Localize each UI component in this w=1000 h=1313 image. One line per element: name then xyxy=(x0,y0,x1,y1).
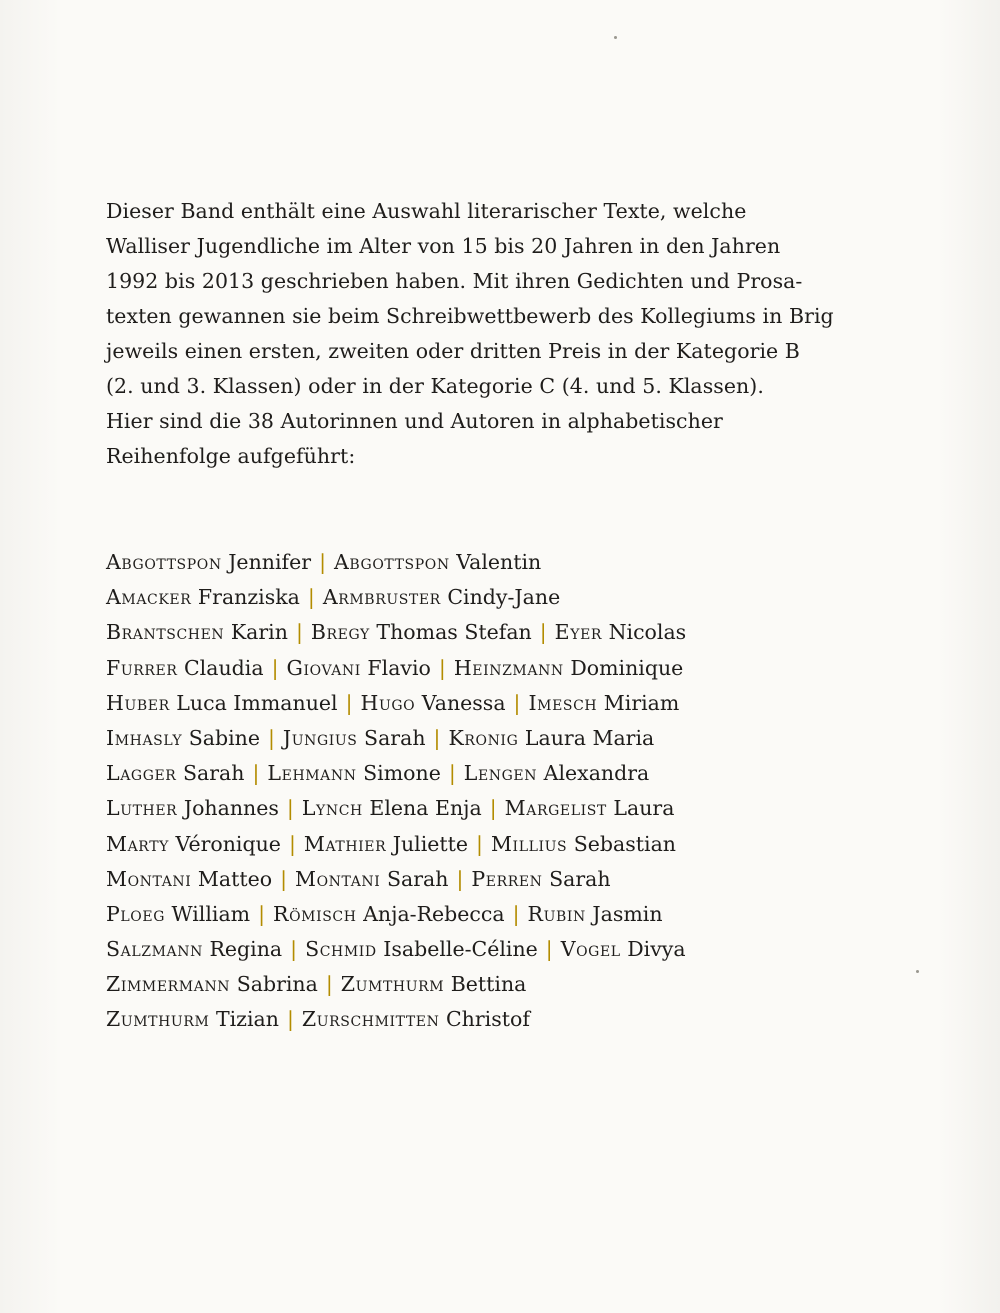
author-row xyxy=(106,932,906,967)
author-surname: Luther xyxy=(106,796,178,821)
author-given-name: Cindy-Jane xyxy=(447,585,561,610)
author-given-name: Laura xyxy=(613,796,675,821)
name-separator: | xyxy=(456,866,464,891)
author-surname: Zimmermann xyxy=(106,972,231,997)
author-surname: Amacker xyxy=(106,585,192,610)
author-surname: Rubin xyxy=(527,901,586,926)
author-entry xyxy=(471,867,610,891)
author-given-name: Simone xyxy=(363,761,441,786)
name-separator: | xyxy=(448,761,456,786)
author-given-name: Sebastian xyxy=(573,831,676,856)
intro-line: Walliser Jugendliche im Alter von 15 bis 20 Jahren in den Jahren xyxy=(106,234,781,258)
name-separator: | xyxy=(290,937,298,962)
name-separator: | xyxy=(286,1007,294,1032)
name-separator: | xyxy=(252,761,260,786)
author-given-name: Nicolas xyxy=(608,620,687,645)
author-row xyxy=(106,967,906,1002)
author-surname: Römisch xyxy=(273,901,357,926)
author-given-name: Vanessa xyxy=(421,690,506,715)
author-entry xyxy=(304,832,468,856)
author-given-name: Véronique xyxy=(175,831,281,856)
author-entry xyxy=(464,761,650,785)
author-entry xyxy=(323,585,560,609)
intro-line: jeweils einen ersten, zweiten oder dritten Preis in der Kategorie B xyxy=(106,339,800,363)
author-surname: Vogel xyxy=(560,937,621,962)
author-given-name: Sarah xyxy=(364,725,426,750)
author-row xyxy=(106,651,906,686)
author-entry xyxy=(106,1007,279,1031)
name-separator: | xyxy=(319,550,326,574)
intro-line: (2. und 3. Klassen) oder in der Kategorie C (4. und 5. Klassen). xyxy=(106,374,764,398)
author-row xyxy=(106,862,906,897)
author-entry xyxy=(454,656,683,680)
name-separator: | xyxy=(438,655,446,680)
author-surname: Schmid xyxy=(305,937,377,962)
author-row xyxy=(106,721,906,756)
author-entry xyxy=(287,656,431,680)
name-separator: | xyxy=(307,585,315,610)
intro-line: texten gewannen sie beim Schreibwettbewerb des Kollegiums in Brig xyxy=(106,304,834,328)
author-surname: Mathier xyxy=(303,831,387,856)
author-surname: Lehmann xyxy=(267,761,357,786)
author-entry xyxy=(106,656,264,680)
name-separator: | xyxy=(489,796,497,821)
author-entry xyxy=(302,796,482,820)
author-entry xyxy=(528,902,663,926)
author-given-name: Franziska xyxy=(197,585,300,610)
author-entry xyxy=(302,1007,530,1031)
author-entry xyxy=(106,761,244,785)
author-surname: Heinzmann xyxy=(453,655,564,680)
author-given-name: Claudia xyxy=(184,655,264,680)
author-entry xyxy=(267,761,440,785)
author-entry xyxy=(555,620,687,644)
author-surname: Perren xyxy=(471,866,543,891)
intro-line: Hier sind die 38 Autorinnen und Autoren in alphabetischer xyxy=(106,409,723,433)
author-entry xyxy=(106,620,288,644)
name-separator: | xyxy=(513,690,521,715)
author-row xyxy=(106,686,906,721)
author-given-name: Miriam xyxy=(603,690,680,715)
name-separator: | xyxy=(539,620,547,645)
author-given-name: Flavio xyxy=(367,655,431,680)
author-entry xyxy=(505,796,675,820)
author-entry xyxy=(106,585,300,609)
author-given-name: Jasmin xyxy=(592,901,663,926)
author-entry xyxy=(334,550,541,574)
author-entry xyxy=(106,691,338,715)
author-given-name: Matteo xyxy=(197,866,273,891)
name-separator: | xyxy=(345,690,353,715)
author-surname: Eyer xyxy=(554,620,603,645)
author-given-name: Sabine xyxy=(188,725,260,750)
name-separator: | xyxy=(295,620,303,645)
author-surname: Zurschmitten xyxy=(301,1007,440,1032)
author-entry xyxy=(561,937,686,961)
author-given-name: Laura Maria xyxy=(524,725,655,750)
author-entry xyxy=(106,902,250,926)
author-entry xyxy=(491,832,676,856)
author-row xyxy=(106,897,906,932)
author-entry xyxy=(273,902,505,926)
author-surname: Margelist xyxy=(504,796,607,821)
author-given-name: Anja-Rebecca xyxy=(363,901,505,926)
author-entry xyxy=(311,620,532,644)
author-given-name: Johannes xyxy=(183,796,279,821)
author-surname: Salzmann xyxy=(106,937,203,962)
author-given-name: Jennifer xyxy=(228,550,312,574)
author-surname: Ploeg xyxy=(106,901,165,926)
author-given-name: Tizian xyxy=(215,1007,279,1032)
name-separator: | xyxy=(545,937,553,962)
author-surname: Giovani xyxy=(286,655,361,680)
author-given-name: Juliette xyxy=(392,831,469,856)
author-surname: Imhasly xyxy=(106,725,183,750)
name-separator: | xyxy=(433,725,441,750)
author-entry xyxy=(341,972,527,996)
paper-speck xyxy=(614,36,617,39)
intro-line: 1992 bis 2013 geschrieben haben. Mit ihren Gedichten und Prosa- xyxy=(106,269,803,293)
author-given-name: Thomas Stefan xyxy=(376,620,532,645)
author-surname: Kronig xyxy=(448,725,519,750)
author-row xyxy=(106,545,906,580)
name-separator: | xyxy=(512,901,520,926)
paper-speck xyxy=(916,970,919,973)
intro-paragraph xyxy=(106,194,896,474)
author-given-name: Sarah xyxy=(549,866,611,891)
author-row xyxy=(106,1002,906,1037)
author-surname: Zumthurm xyxy=(106,1007,210,1032)
author-row xyxy=(106,580,906,615)
author-given-name: Luca Immanuel xyxy=(176,690,338,715)
author-surname: Bregy xyxy=(310,620,370,645)
author-surname: Jungius xyxy=(282,725,358,750)
author-entry xyxy=(283,726,426,750)
author-given-name: Elena Enja xyxy=(369,796,482,821)
name-separator: | xyxy=(325,972,333,997)
author-surname: Lynch xyxy=(301,796,363,821)
name-separator: | xyxy=(288,831,296,856)
author-entry xyxy=(106,867,272,891)
author-given-name: Karin xyxy=(230,620,288,645)
author-given-name: Dominique xyxy=(570,655,684,680)
author-surname: Imesch xyxy=(528,690,598,715)
author-row xyxy=(106,756,906,791)
author-surname: Montani xyxy=(295,866,381,891)
author-entry xyxy=(106,937,282,961)
author-surname: Abgottspon xyxy=(106,550,222,574)
author-entry xyxy=(305,937,538,961)
author-given-name: Sarah xyxy=(182,761,245,786)
author-surname: Abgottspon xyxy=(333,550,450,574)
author-surname: Brantschen xyxy=(106,620,225,645)
author-entry xyxy=(106,550,311,574)
author-row xyxy=(106,791,906,826)
author-surname: Lagger xyxy=(106,761,177,786)
name-separator: | xyxy=(268,725,275,750)
intro-line: Dieser Band enthält eine Auswahl literarischer Texte, welche xyxy=(106,199,747,223)
author-entry xyxy=(106,726,260,750)
author-given-name: Sabrina xyxy=(236,972,318,997)
author-entry xyxy=(528,691,679,715)
author-list xyxy=(106,545,906,1038)
author-given-name: Alexandra xyxy=(543,761,650,786)
author-given-name: Sarah xyxy=(386,866,449,891)
author-given-name: Divya xyxy=(627,937,686,962)
name-separator: | xyxy=(286,796,294,821)
author-surname: Marty xyxy=(106,831,169,856)
name-separator: | xyxy=(271,655,279,680)
author-surname: Millius xyxy=(490,831,568,856)
author-surname: Armbruster xyxy=(322,585,441,610)
author-surname: Zumthurm xyxy=(340,972,445,997)
author-entry xyxy=(295,867,448,891)
name-separator: | xyxy=(476,831,483,856)
author-entry xyxy=(106,832,281,856)
author-surname: Hugo xyxy=(360,690,416,715)
author-given-name: Regina xyxy=(209,937,283,962)
author-surname: Montani xyxy=(106,866,192,891)
author-given-name: Isabelle-Céline xyxy=(383,937,538,962)
author-row xyxy=(106,615,906,650)
author-given-name: Bettina xyxy=(450,972,527,997)
author-given-name: Christof xyxy=(445,1007,530,1032)
author-given-name: William xyxy=(171,901,251,926)
author-entry xyxy=(361,691,506,715)
intro-line: Reihenfolge aufgeführt: xyxy=(106,444,356,468)
author-entry xyxy=(106,796,279,820)
author-row xyxy=(106,827,906,862)
author-surname: Huber xyxy=(106,690,170,715)
author-surname: Furrer xyxy=(106,655,178,680)
name-separator: | xyxy=(280,866,288,891)
name-separator: | xyxy=(258,901,266,926)
author-surname: Lengen xyxy=(463,761,538,786)
author-entry xyxy=(448,726,654,750)
author-entry xyxy=(106,972,318,996)
author-given-name: Valentin xyxy=(456,550,542,574)
